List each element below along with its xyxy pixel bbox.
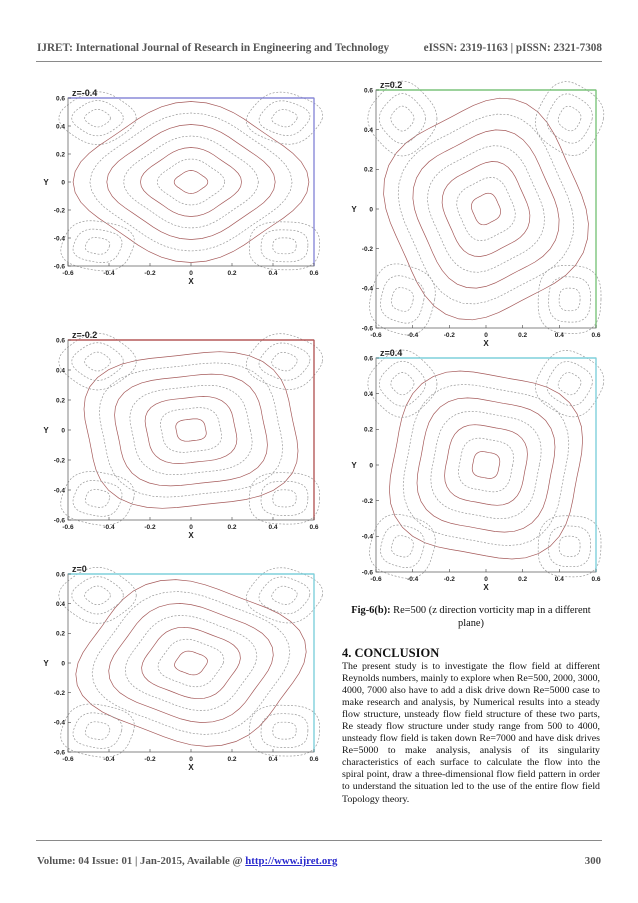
footer-volume-text: Volume: 04 Issue: 01 | Jan-2015, Available @: [37, 855, 246, 867]
x-tick-label: 0: [484, 576, 488, 583]
y-tick-label: 0.4: [363, 390, 373, 398]
y-tick-label: -0.6: [53, 263, 65, 271]
y-axis-label: Y: [43, 178, 49, 187]
journal-title: IJRET: International Journal of Research in Engineering and Technology: [37, 42, 390, 54]
page-number: 300: [584, 855, 601, 867]
x-axis-label: X: [483, 339, 489, 348]
contour-plot-z-minus-0-2: [38, 330, 319, 544]
y-tick-label: 0.6: [363, 355, 373, 363]
y-tick-label: 0.2: [55, 630, 65, 638]
x-tick-label: -0.6: [62, 756, 74, 763]
x-tick-label: 0.6: [309, 524, 319, 531]
x-axis-label: X: [188, 531, 194, 540]
contour-lines: [59, 333, 323, 525]
y-tick-label: 0: [61, 427, 65, 435]
y-tick-label: 0.6: [363, 87, 373, 95]
x-tick-label: 0: [189, 270, 193, 277]
y-axis-label: Y: [351, 205, 357, 214]
contour-lines: [368, 350, 604, 578]
x-axis-label: X: [188, 763, 194, 772]
y-axis-label: Y: [43, 426, 49, 435]
plot-frame: [68, 98, 314, 266]
contour-lines: [59, 567, 323, 757]
y-tick-label: -0.2: [53, 207, 65, 215]
y-tick-label: 0: [61, 179, 65, 187]
figure-caption: [343, 604, 599, 630]
y-axis-label: Y: [351, 461, 357, 470]
x-tick-label: 0.2: [227, 524, 237, 531]
plot-frame: [376, 90, 596, 328]
y-tick-label: -0.2: [361, 245, 373, 253]
y-tick-label: 0.4: [55, 367, 65, 375]
x-tick-label: -0.4: [103, 524, 115, 531]
x-tick-label: 0.6: [591, 576, 601, 583]
contour-plot-z-0-4: [346, 348, 601, 596]
x-tick-label: -0.6: [62, 270, 74, 277]
y-tick-label: 0.4: [55, 600, 65, 608]
y-tick-label: 0.6: [55, 95, 65, 103]
contour-plot-z-minus-0-4: [38, 88, 319, 290]
x-tick-label: -0.4: [103, 756, 115, 763]
plot-frame: [68, 340, 314, 520]
y-tick-label: -0.6: [361, 569, 373, 577]
panel-label: z=-0.4: [72, 88, 98, 98]
panel-label: z=0.4: [380, 348, 403, 358]
plot-frame: [376, 358, 596, 572]
header-rule: [36, 61, 602, 62]
y-tick-label: -0.4: [53, 235, 65, 243]
y-tick-label: -0.4: [361, 285, 373, 293]
contour-plot-z-0-2: [346, 80, 601, 352]
x-tick-label: -0.2: [144, 524, 156, 531]
x-tick-label: -0.6: [370, 576, 382, 583]
y-tick-label: -0.6: [53, 517, 65, 525]
x-tick-label: 0.4: [554, 332, 564, 339]
issn: eISSN: 2319-1163 | pISSN: 2321-7308: [423, 42, 602, 54]
x-tick-label: 0.2: [518, 576, 528, 583]
x-tick-label: -0.4: [103, 270, 115, 277]
x-tick-label: 0.2: [518, 332, 528, 339]
x-tick-label: 0.2: [227, 270, 237, 277]
y-axis-label: Y: [43, 659, 49, 668]
x-tick-label: 0.4: [268, 756, 278, 763]
y-tick-label: -0.2: [361, 497, 373, 505]
y-tick-label: -0.2: [53, 457, 65, 465]
x-tick-label: -0.2: [144, 756, 156, 763]
x-tick-label: -0.2: [443, 332, 455, 339]
x-tick-label: -0.2: [144, 270, 156, 277]
x-tick-label: 0.2: [227, 756, 237, 763]
y-tick-label: 0.4: [55, 123, 65, 131]
y-tick-label: -0.6: [361, 325, 373, 333]
y-tick-label: 0.4: [363, 126, 373, 134]
y-tick-label: 0.2: [55, 397, 65, 405]
y-tick-label: 0: [369, 462, 373, 470]
x-tick-label: 0.4: [268, 270, 278, 277]
journal-link[interactable]: http://www.ijret.org: [245, 855, 338, 867]
y-tick-label: 0.6: [55, 571, 65, 579]
contour-plot-z-0: [38, 564, 319, 776]
y-tick-label: 0.2: [363, 166, 373, 174]
y-tick-label: -0.2: [53, 689, 65, 697]
x-tick-label: -0.2: [443, 576, 455, 583]
panel-label: z=0: [72, 564, 87, 574]
figure-label: Fig-6(b):: [351, 605, 391, 616]
contour-lines: [59, 92, 323, 271]
x-tick-label: 0.4: [554, 576, 564, 583]
y-tick-label: 0: [61, 660, 65, 668]
y-tick-label: 0.2: [55, 151, 65, 159]
panel-label: z=0.2: [380, 80, 403, 90]
section-title: 4. CONCLUSION: [342, 646, 440, 660]
panel-label: z=-0.2: [72, 330, 98, 340]
x-axis-label: X: [188, 277, 194, 286]
contour-lines: [368, 81, 604, 335]
footer-volume: [37, 855, 337, 867]
x-axis-label: X: [483, 583, 489, 592]
conclusion-paragraph: The present study is to investigate the flow field at different Reynolds numbers, mainly to explore when Re=500, 2000, 3000, 4000, 7000 also have to add a disk drive down Re=5000 case to make research and analysis, by Numerical results into a steady flow structure, unsteady flow field structure of these two parts, Re steady flow structure under study range from 500 to 4000, unsteady flow field is taken down Re=7000 and have disk drives Re=5000 to make analysis, analysis of its singularity characteristics of each surface to calculate the flow into the spiral point, draw a three-dimensional flow field pattern in order to understand the situation led to the use of the entire flow field Topology theory.: [342, 661, 600, 805]
y-tick-label: -0.4: [53, 487, 65, 495]
x-tick-label: -0.6: [370, 332, 382, 339]
x-tick-label: 0.6: [309, 756, 319, 763]
plot-frame: [68, 574, 314, 752]
x-tick-label: -0.6: [62, 524, 74, 531]
footer-rule: [36, 840, 602, 841]
x-tick-label: 0.4: [268, 524, 278, 531]
y-tick-label: -0.4: [53, 719, 65, 727]
x-tick-label: 0: [189, 524, 193, 531]
x-tick-label: 0: [189, 756, 193, 763]
figure-caption-text: Re=500 (z direction vorticity map in a different plane): [390, 605, 591, 629]
x-tick-label: -0.4: [407, 576, 419, 583]
x-tick-label: 0.6: [309, 270, 319, 277]
y-tick-label: 0.6: [55, 337, 65, 345]
y-tick-label: -0.6: [53, 749, 65, 757]
y-tick-label: 0.2: [363, 426, 373, 434]
y-tick-label: 0: [369, 206, 373, 214]
x-tick-label: -0.4: [407, 332, 419, 339]
x-tick-label: 0.6: [591, 332, 601, 339]
x-tick-label: 0: [484, 332, 488, 339]
y-tick-label: -0.4: [361, 533, 373, 541]
